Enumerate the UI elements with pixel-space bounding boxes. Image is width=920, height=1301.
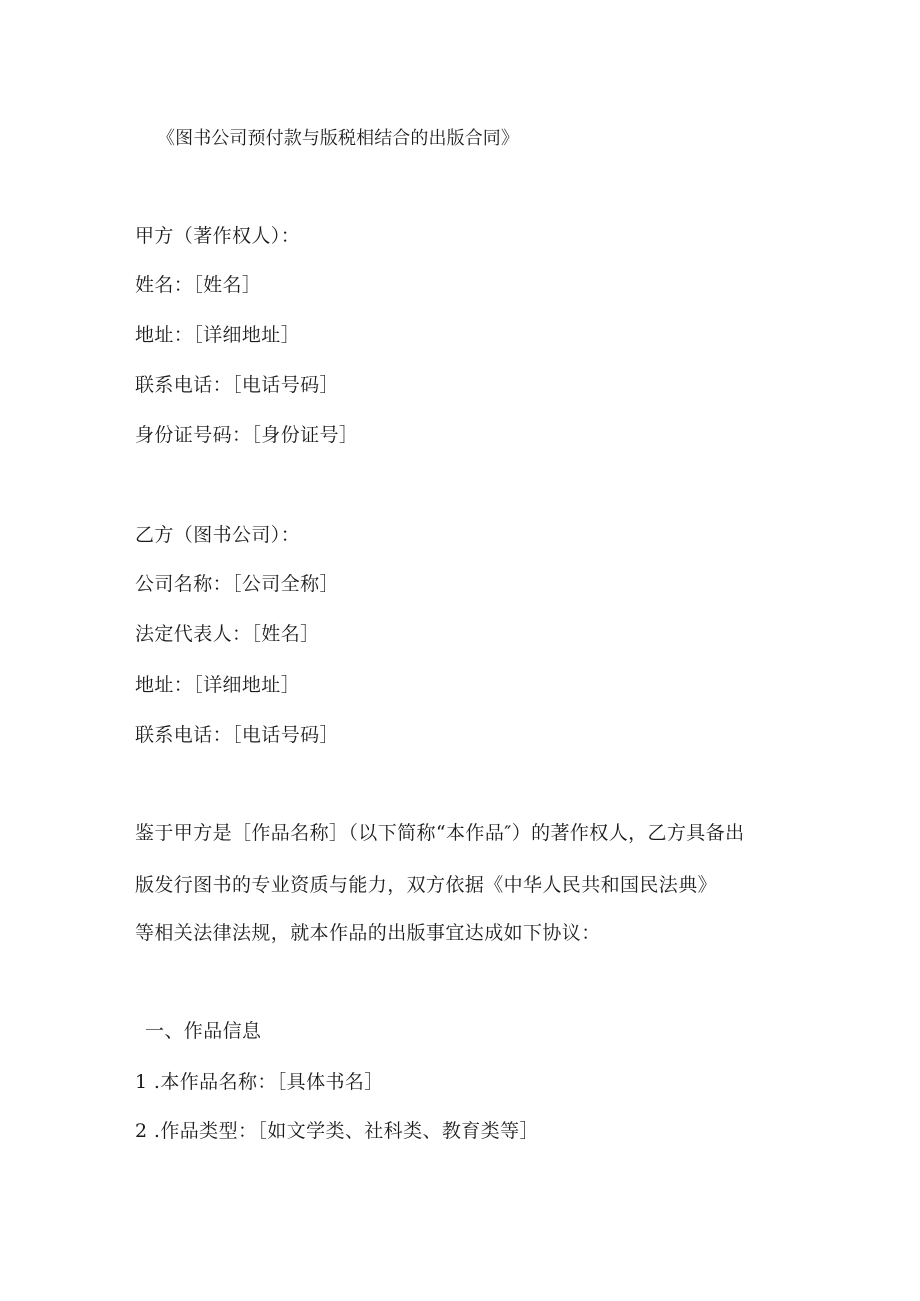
party-a-name: 姓名：［姓名］ — [135, 274, 262, 296]
party-a-phone: 联系电话：［电话号码］ — [135, 374, 339, 396]
party-a-heading: 甲方（著作权人）： — [135, 225, 301, 247]
party-b-company-name: 公司名称：［公司全称］ — [135, 573, 339, 595]
preamble-line: 版发行图书的专业资质与能力，双方依据《中华人民共和国民法典》 — [135, 874, 718, 896]
party-b-heading: 乙方（图书公司）： — [135, 524, 301, 546]
document-title: 《图书公司预付款与版税相结合的出版合同》 — [157, 128, 519, 149]
preamble-line: 鉴于甲方是［作品名称］（以下简称“本作品″）的著作权人，乙方具备出 — [135, 822, 745, 844]
clause-item: 2 .作品类型：［如文学类、社科类、教育类等］ — [135, 1120, 539, 1142]
preamble-line: 等相关法律法规，就本作品的出版事宜达成如下协议： — [135, 922, 601, 944]
party-b-phone: 联系电话：［电话号码］ — [135, 724, 339, 746]
party-a-id-number: 身份证号码：［身份证号］ — [135, 424, 359, 446]
clause-item: 1 .本作品名称：［具体书名］ — [135, 1071, 384, 1093]
party-a-address: 地址：［详细地址］ — [135, 324, 301, 346]
party-b-legal-representative: 法定代表人：［姓名］ — [135, 623, 320, 645]
section-heading: 一、作品信息 — [145, 1020, 262, 1042]
party-b-address: 地址：［详细地址］ — [135, 674, 301, 696]
